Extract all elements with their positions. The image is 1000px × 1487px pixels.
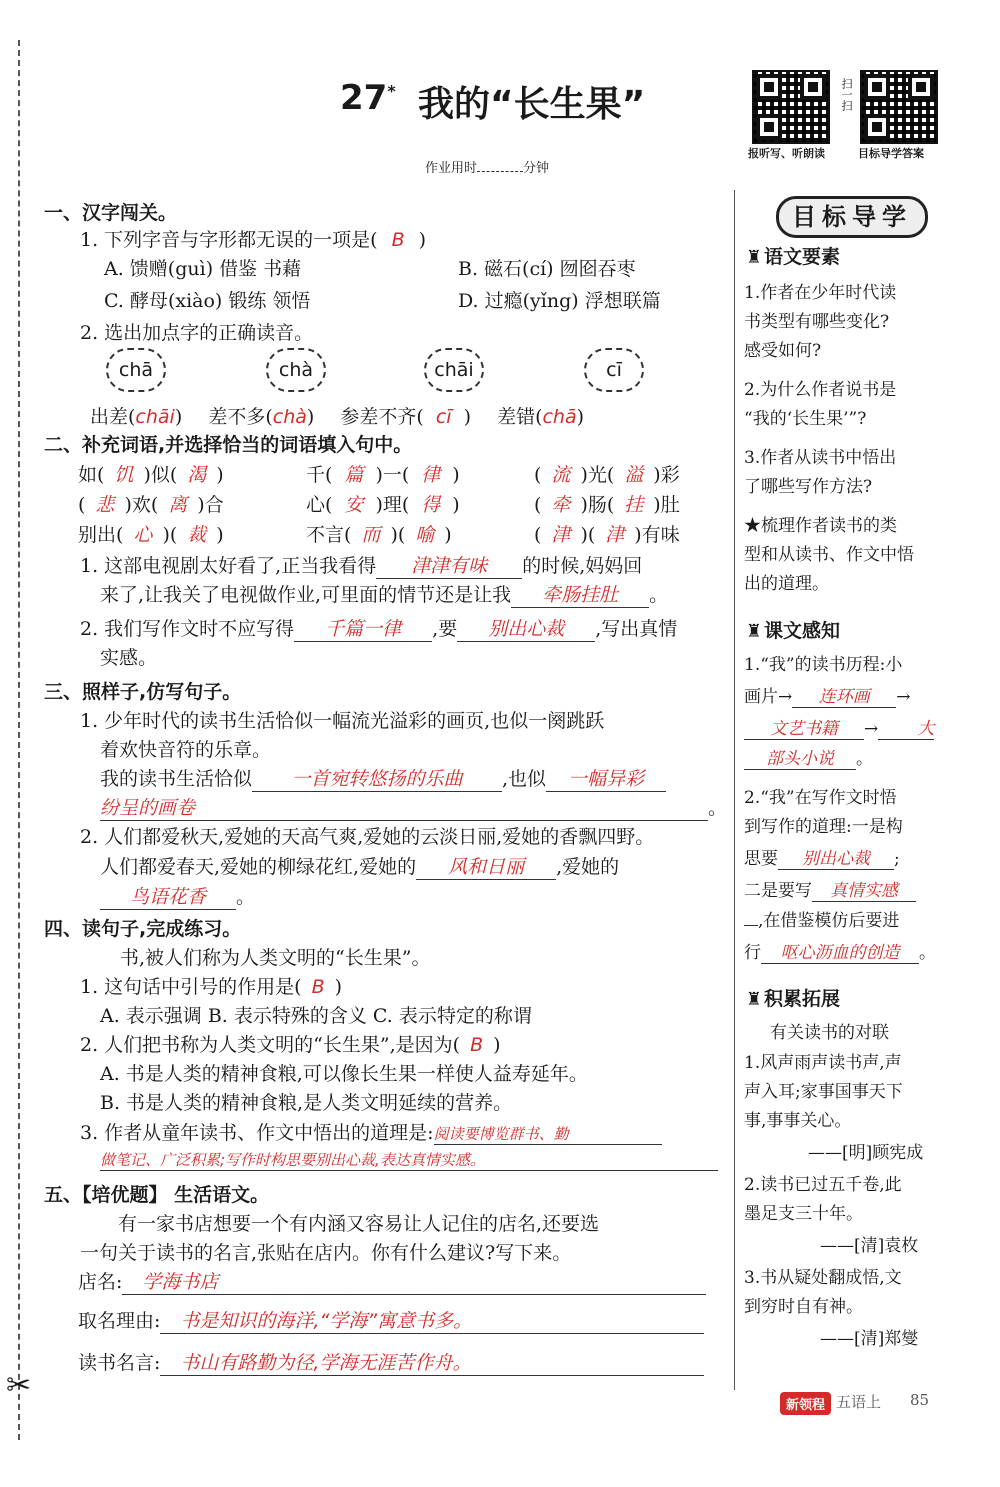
qr-code-answers[interactable] (860, 70, 938, 144)
sec3-line: 1.风声雨声读书声,声 (744, 1053, 902, 1073)
s4-quote: 书,被人们称为人类文明的“长生果”。 (120, 947, 431, 969)
sec2-line: 到写作的道理:一是构 (744, 817, 903, 837)
s3-q1e: 纷呈的画卷 。 (100, 793, 727, 821)
sec1-line: 感受如何? (744, 341, 822, 361)
s1-optB: B. 磁石(cí) 囫囵吞枣 (458, 258, 636, 280)
sec1-line: 型和从读书、作文中悟 (744, 545, 914, 565)
s3-q2a: 2. 人们都爱秋天,爱她的天高气爽,爱她的云淡日丽,爱她的香飘四野。 (80, 826, 655, 848)
idiom-row-2b: 心( 安 )理( 得 ) (306, 494, 460, 516)
sec2-line: 行 呕心沥血的创造 。 (744, 938, 936, 964)
sidebar-banner: 目标导学 (776, 196, 928, 238)
sec3-author: ——[明]顾宪成 (808, 1143, 924, 1163)
pinyin-option: cī (584, 348, 644, 392)
sidebar-divider (734, 190, 735, 1390)
s1-optD: D. 过瘾(yǐng) 浮想联篇 (458, 290, 661, 312)
pinyin-option: chāi (424, 348, 484, 392)
sec2-line: 二是要写 真情实感 (744, 876, 916, 902)
trophy-icon: ♜ (745, 621, 763, 642)
sec1-line: 3.作者从读书中悟出 (744, 448, 897, 468)
sec2-line: 1.“我”的读书历程:小 (744, 655, 903, 675)
sec3-author: ——[清]郑燮 (820, 1329, 919, 1349)
s1-optA: A. 馈赠(guì) 借鉴 书藉 (104, 258, 302, 280)
sec3-sub: 有关读书的对联 (770, 1023, 889, 1043)
s2-title: 二、补充词语,并选择恰当的词语填入句中。 (44, 434, 413, 456)
s4-q3: 3. 作者从童年读书、作文中悟出的道理是:阅读要博览群书、勤 (80, 1118, 662, 1145)
s2-q2-line2: 实感。 (100, 647, 158, 669)
sec2-line: 部头小说 。 (744, 744, 873, 770)
sec2-line: 画片→ 连环画 → (744, 682, 911, 708)
sidebar-sec3-title: ♜ 积累拓展 (745, 988, 841, 1010)
s1-optC: C. 酵母(xiào) 锻练 领悟 (104, 290, 311, 312)
s3-title: 三、照样子,仿写句子。 (44, 681, 242, 703)
sec3-line: 到穷时自有神。 (744, 1297, 863, 1317)
s3-q1c: 我的读书生活恰似 一首宛转悠扬的乐曲 ,也似 一幅异彩 (100, 764, 666, 792)
s2-q1-line1: 1. 这部电视剧太好看了,正当我看得 津津有味 的时候,妈妈回 (80, 551, 642, 579)
s5-p1: 有一家书店想要一个有内涵又容易让人记住的店名,还要选 (118, 1213, 600, 1235)
sec2-line: 2.“我”在写作文时悟 (744, 788, 897, 808)
s2-q1-line2: 来了,让我关了电视做作业,可里面的情节还是让我 牵肠挂肚 。 (100, 580, 668, 608)
trophy-icon: ♜ (745, 989, 763, 1010)
sec1-line: “我的‘长生果’”? (744, 409, 867, 429)
idiom-row-2: ( 悲 )欢( 离 )合 (78, 494, 224, 516)
s4-q2: 2. 人们把书称为人类文明的“长生果”,是因为( B ) (80, 1034, 501, 1056)
s5-reason: 取名理由: 书是知识的海洋,“学海”寓意书多。 (78, 1306, 704, 1334)
sec2-line: 文艺书籍 → 大 (744, 714, 934, 740)
idiom-row-1c: ( 流 )光( 溢 )彩 (534, 464, 680, 486)
s1-q1: 1. 下列字音与字形都无误的一项是( B ) (80, 229, 427, 251)
qr2-caption: 目标导学答案 (858, 147, 924, 160)
sec3-line: 声入耳;家事国事天下 (744, 1082, 903, 1102)
sec3-line: 墨足支三十年。 (744, 1204, 863, 1224)
sec1-line: 了哪些写作方法? (744, 477, 873, 497)
pinyin-answer-row: 出差(chāi) 差不多(chà) 参差不齐( cī ) 差错(chā) (90, 406, 585, 428)
s1-q2: 2. 选出加点字的正确读音。 (80, 322, 314, 344)
s3-q1b: 着欢快音符的乐章。 (100, 739, 272, 761)
sec2-line: ,在借鉴模仿后要进 (744, 906, 899, 931)
sec3-line: 2.读书已过五千卷,此 (744, 1175, 902, 1195)
homework-time: 作业用时 分钟 (425, 161, 550, 176)
s4-q2B: B. 书是人类的精神食粮,是人类文明延续的营养。 (100, 1092, 513, 1114)
s2-q2-line1: 2. 我们写作文时不应写得 千篇一律 ,要 别出心裁 ,写出真情 (80, 614, 677, 642)
qr-code-listen[interactable] (752, 70, 830, 144)
s3-q2d: 鸟语花香 。 (100, 882, 255, 910)
s4-q2A: A. 书是人类的精神食粮,可以像长生果一样使人益寿延年。 (100, 1063, 588, 1085)
sec1-line: 1.作者在少年时代读 (744, 283, 897, 303)
trophy-icon: ♜ (745, 247, 763, 268)
pinyin-option: chà (266, 348, 326, 392)
sidebar-sec1-title: ♜ 语文要素 (745, 246, 841, 268)
s1-title: 一、汉字闯关。 (44, 202, 178, 224)
footer-text: 五语上 (836, 1393, 882, 1411)
s5-name: 店名: 学海书店 (78, 1267, 706, 1295)
idiom-row-1b: 千( 篇 )一( 律 ) (306, 464, 460, 486)
s5-p2: 一句关于读书的名言,张贴在店内。你有什么建议?写下来。 (80, 1242, 572, 1264)
idiom-row-1: 如( 饥 )似( 渴 ) (78, 464, 224, 486)
sec1-line: 2.为什么作者说书是 (744, 380, 897, 400)
qr1-caption: 报听写、听朗读 (748, 147, 825, 160)
pinyin-option: chā (106, 348, 166, 392)
s3-q2b: 人们都爱春天,爱她的柳绿花红,爱她的 风和日丽 ,爱她的 (100, 852, 619, 880)
page-number: 85 (910, 1391, 930, 1409)
sec1-line: 出的道理。 (744, 574, 829, 594)
s5-title: 五、【培优题】 生活语文。 (44, 1184, 270, 1206)
cut-line (18, 40, 20, 1440)
sec3-author: ——[清]袁枚 (820, 1236, 919, 1256)
idiom-row-3c: ( 津 )( 津 )有味 (534, 524, 680, 546)
idiom-row-3b: 不言( 而 )( 喻 ) (306, 524, 452, 546)
sec1-line: ★梳理作者读书的类 (744, 516, 897, 536)
idiom-row-3: 别出( 心 )( 裁 ) (78, 524, 224, 546)
sec3-line: 事,事事关心。 (744, 1111, 852, 1131)
s4-q3-ans2: 做笔记、广泛积累;写作时构思要别出心裁,表达真情实感。 (100, 1148, 718, 1171)
s4-q1: 1. 这句话中引号的作用是( B ) (80, 976, 343, 998)
sec2-line: 思要 别出心裁 ; (744, 844, 900, 870)
page-title: 我的“长生果” (418, 84, 646, 125)
s4-title: 四、读句子,完成练习。 (44, 918, 242, 940)
sec1-line: 书类型有哪些变化? (744, 312, 890, 332)
s5-quote: 读书名言: 书山有路勤为径,学海无涯苦作舟。 (78, 1348, 704, 1376)
s4-q1-opts: A. 表示强调 B. 表示特殊的含义 C. 表示特定的称谓 (100, 1005, 532, 1027)
sec3-line: 3.书从疑处翻成悟,文 (744, 1268, 902, 1288)
footer-brand: 新领程 (780, 1392, 831, 1415)
s3-q1a: 1. 少年时代的读书生活恰似一幅流光溢彩的画页,也似一阕跳跃 (80, 710, 605, 732)
idiom-row-2c: ( 牵 )肠( 挂 )肚 (534, 494, 680, 516)
lesson-number: 27* (340, 78, 396, 118)
scissors-icon: ✂ (6, 1368, 32, 1403)
scan-label: 扫一扫 (840, 78, 853, 111)
sidebar-sec2-title: ♜ 课文感知 (745, 620, 841, 642)
